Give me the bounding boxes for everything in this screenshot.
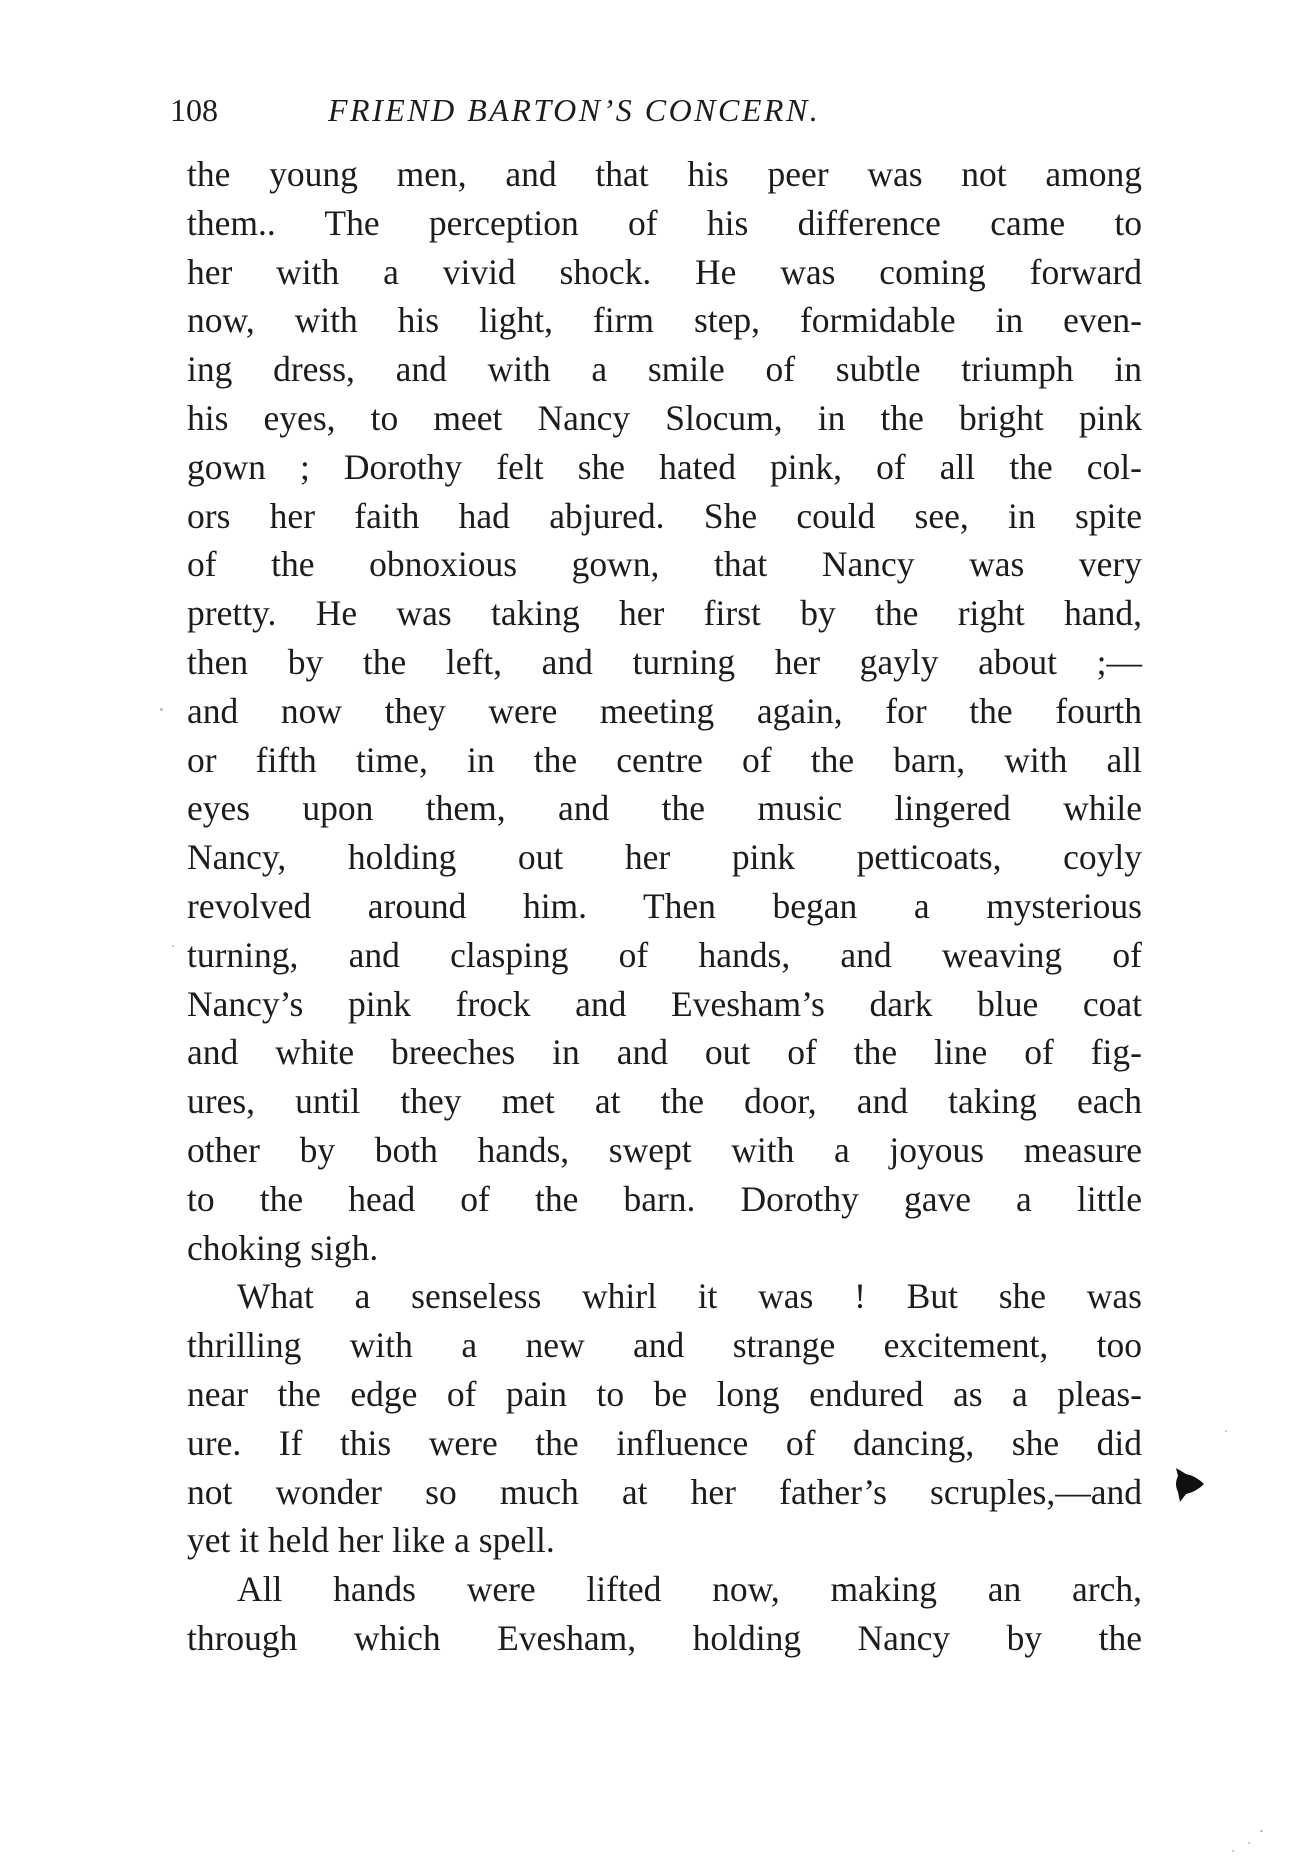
paper-speck [172,945,174,947]
text-line: through which Evesham, holding Nancy by the [187,1617,1142,1658]
paragraph-1 [187,150,1142,1272]
running-head [170,92,980,132]
text-line: her with a vivid shock. He was coming forward [187,251,1142,292]
text-line: ors her faith had abjured. She could see, in spite [187,495,1142,536]
text-line: gown ; Dorothy felt she hated pink, of all the col- [187,446,1142,487]
text-line: revolved around him. Then began a mysterious [187,885,1142,926]
text-line: and now they were meeting again, for the fourth [187,690,1142,731]
text-line: the young men, and that his peer was not among [187,154,1142,194]
text-line: ure. If this were the influence of dancing, she did [187,1422,1142,1463]
text-line: then by the left, and turning her gayly about ;— [187,641,1142,682]
text-line: yet it held her like a spell. [187,1520,555,1561]
text-line: What a senseless whirl it was ! But she was [237,1276,1142,1317]
running-title: FRIEND BARTON’S CONCERN. [328,92,821,128]
text-line: near the edge of pain to be long endured as a pleas- [187,1373,1142,1414]
text-line: pretty. He was taking her first by the right hand, [187,593,1142,634]
text-line: or fifth time, in the centre of the barn, with all [187,739,1142,780]
text-line: now, with his light, firm step, formidable in even- [187,300,1142,341]
text-line: turning, and clasping of hands, and weaving of [187,934,1142,975]
text-line: eyes upon them, and the music lingered while [187,788,1142,829]
text-line: of the obnoxious gown, that Nancy was very [187,544,1142,585]
paper-speck [1225,1430,1227,1432]
text-line: Nancy’s pink frock and Evesham’s dark blue coat [187,983,1142,1024]
text-line: other by both hands, swept with a joyous measure [187,1129,1142,1170]
paper-speck [160,708,163,711]
body-text [187,150,1142,1663]
text-line: his eyes, to meet Nancy Slocum, in the bright pink [187,397,1142,438]
page-number: 108 [170,92,218,128]
paragraph-3 [187,1565,1142,1663]
text-line: choking sigh. [187,1227,379,1268]
text-line: Nancy, holding out her pink petticoats, coyly [187,837,1142,878]
text-line: ing dress, and with a smile of subtle triumph in [187,349,1142,390]
text-line: thrilling with a new and strange excitement, too [187,1325,1142,1366]
text-line: and white breeches in and out of the line of fig- [187,1032,1142,1073]
paragraph-2 [187,1272,1142,1565]
paper-speck [1232,1850,1234,1852]
paper-speck [1248,1842,1250,1844]
text-line: All hands were lifted now, making an arch, [237,1569,1142,1610]
text-line: them.. The perception of his difference came to [187,202,1142,243]
pointing-hand-mark-icon [1174,1464,1208,1504]
text-line: not wonder so much at her father’s scruples,—and [187,1471,1142,1512]
paper-speck [1260,1830,1263,1832]
text-line: ures, until they met at the door, and taking each [187,1081,1142,1122]
text-line: to the head of the barn. Dorothy gave a little [187,1178,1142,1219]
